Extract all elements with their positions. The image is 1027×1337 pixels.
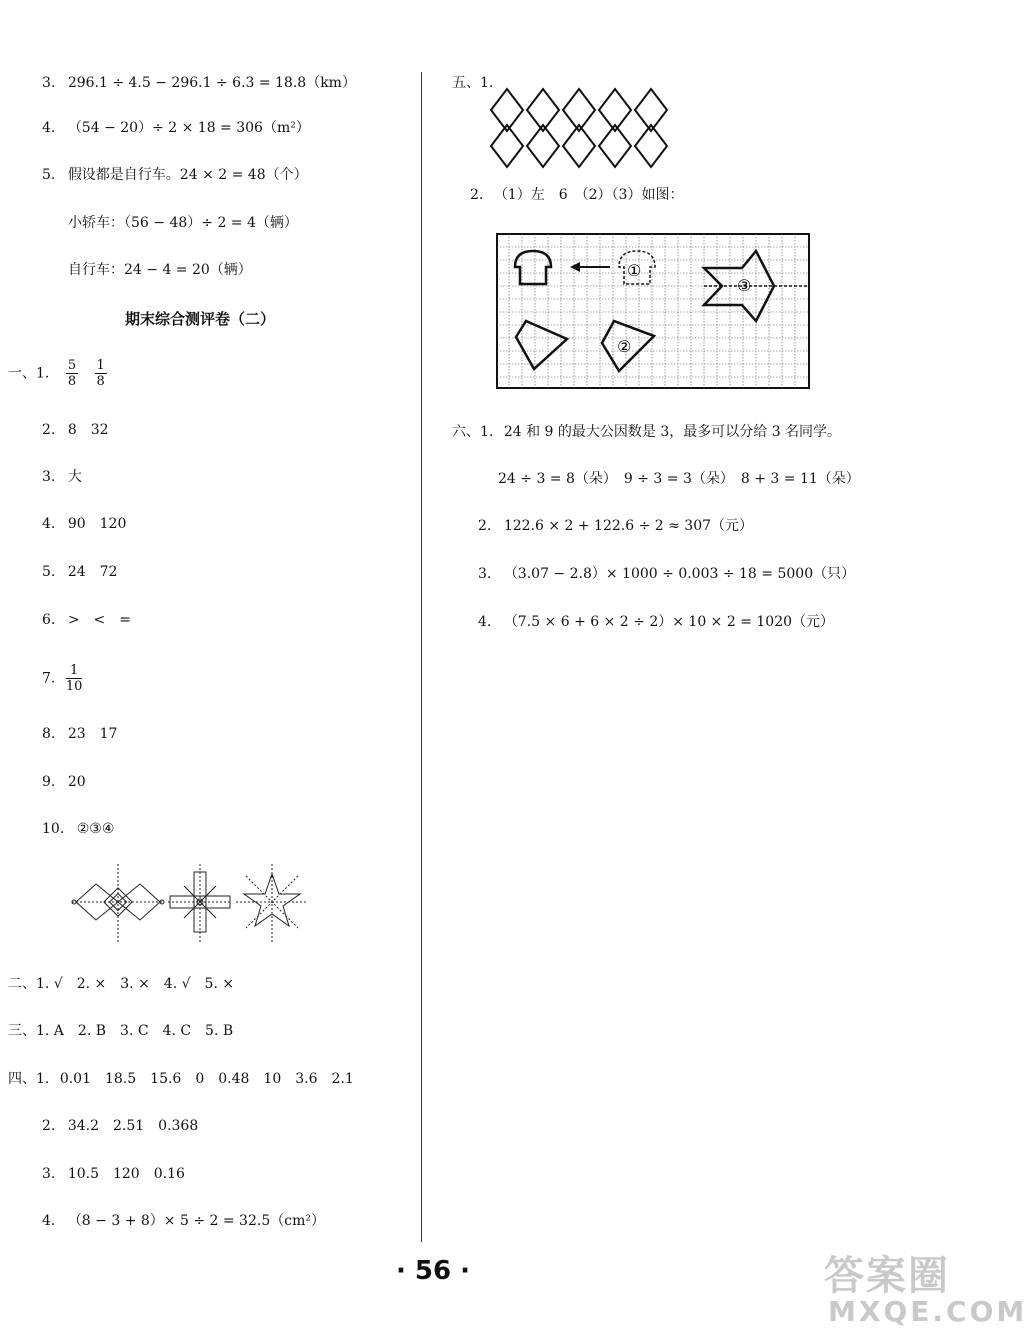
- answer-text: （3.07 − 2.8）× 1000 ÷ 0.003 ÷ 18 = 5000（只）: [503, 566, 856, 582]
- question-number: 4.: [478, 614, 492, 630]
- answer-text: 1. A 2. B 3. C 4. C 5. B: [36, 1023, 234, 1039]
- numerator: 1: [96, 358, 105, 373]
- section-title: 期末综合测评卷（二）: [125, 310, 276, 328]
- s1-q4: [42, 515, 126, 533]
- cross-figure: [168, 864, 232, 942]
- watermark-url: MXQE.COM: [828, 1295, 1027, 1328]
- fraction: [95, 358, 107, 389]
- watermark-logo: 答案圈: [824, 1253, 950, 1299]
- question-number: 2.: [478, 518, 492, 534]
- numerator: 5: [67, 358, 77, 373]
- s1-q2: [42, 421, 109, 439]
- prev-answer-5: [42, 166, 308, 184]
- answer-text: 大: [67, 469, 82, 485]
- s2-answers: [8, 975, 234, 993]
- star-figure: [236, 864, 308, 942]
- s1-q5: [42, 563, 117, 581]
- s1-q8: [42, 725, 117, 743]
- diamond-pattern: [488, 86, 670, 170]
- question-number: 9.: [42, 774, 56, 790]
- section-label: 一、: [8, 365, 36, 382]
- question-number: 3.: [42, 75, 56, 91]
- answer-text: 1. √ 2. × 3. × 4. √ 5. ×: [36, 976, 235, 992]
- s1-q1: [8, 358, 119, 389]
- symmetry-figures: [66, 862, 316, 944]
- answer-text: （8 − 3 + 8）× 5 ÷ 2 = 32.5（cm²）: [67, 1213, 325, 1229]
- answer-text: 小轿车：（56 − 48）÷ 2 = 4（辆）: [68, 215, 298, 231]
- grid-figure: [496, 233, 810, 389]
- question-number: 1.: [36, 365, 50, 382]
- denominator: 8: [67, 374, 77, 389]
- answer-text: 34.2 2.51 0.368: [67, 1118, 199, 1134]
- answer-text: （54 − 20）÷ 2 × 18 = 306（m²）: [67, 120, 310, 136]
- answer-text: 自行车：24 − 4 = 20（辆）: [68, 262, 252, 278]
- section-label: 三、: [8, 1023, 36, 1039]
- shape-label-1: ①: [627, 261, 642, 280]
- answer-text: 296.1 ÷ 4.5 − 296.1 ÷ 6.3 = 18.8（km）: [67, 75, 356, 91]
- s1-q3: [42, 468, 82, 486]
- s1-q9: [42, 773, 86, 791]
- s4-q1: [8, 1070, 354, 1088]
- question-number: 1.: [480, 424, 494, 440]
- answer-text: 假设都是自行车。24 × 2 = 48（个）: [67, 167, 308, 183]
- chinese-knot-figure: [72, 864, 164, 942]
- question-number: 4.: [42, 1213, 56, 1229]
- question-number: 1.: [480, 75, 494, 91]
- shape-label-3: ③: [737, 276, 752, 295]
- answer-text: 8 32: [67, 422, 109, 438]
- question-number: 5.: [42, 167, 56, 183]
- question-number: 7.: [42, 670, 56, 687]
- answer-text: 122.6 × 2 + 122.6 ÷ 2 ≈ 307（元）: [503, 518, 754, 534]
- section-label: 五、: [452, 75, 480, 91]
- question-number: 4.: [42, 516, 56, 532]
- answer-text: 24 和 9 的最大公因数是 3，最多可以分给 3 名同学。: [503, 424, 842, 440]
- answer-text: 23 17: [67, 726, 118, 742]
- s6-q1b: [498, 470, 860, 488]
- s4-q3: [42, 1165, 185, 1183]
- prev-answer-5-bike: [68, 261, 252, 279]
- denominator: 10: [65, 679, 83, 694]
- section-label: 四、: [8, 1071, 36, 1087]
- prev-answer-3: [42, 74, 356, 92]
- s6-q4: [478, 613, 834, 631]
- answer-text: 24 72: [67, 564, 118, 580]
- s1-q6: [42, 611, 131, 629]
- s3-answers: [8, 1022, 233, 1040]
- page-number: · 56 ·: [396, 1256, 471, 1286]
- answer-text: 10.5 120 0.16: [67, 1166, 185, 1182]
- question-number: 10.: [42, 821, 65, 837]
- answer-text: （1）左 6 （2）（3）如图：: [493, 187, 684, 203]
- s4-q4: [42, 1212, 325, 1230]
- s6-q2: [478, 517, 753, 535]
- answer-text: 20: [67, 774, 86, 790]
- prev-answer-4: [42, 119, 310, 137]
- column-divider: [421, 72, 422, 1242]
- answer-text: 24 ÷ 3 = 8（朵） 9 ÷ 3 = 3（朵） 8 + 3 = 11（朵）: [498, 471, 860, 487]
- question-number: 2.: [42, 1118, 56, 1134]
- numerator: 1: [66, 663, 83, 679]
- denominator: 8: [96, 374, 105, 389]
- answer-text: > < =: [67, 612, 132, 628]
- answer-text: 0.01 18.5 15.6 0 0.48 10 3.6 2.1: [59, 1071, 354, 1087]
- answer-text: ②③④: [76, 821, 115, 837]
- prev-answer-5-car: [68, 214, 298, 232]
- s1-q10: [42, 820, 114, 838]
- answer-text: （7.5 × 6 + 6 × 2 ÷ 2）× 10 × 2 = 1020（元）: [503, 614, 835, 630]
- s4-q2: [42, 1117, 198, 1135]
- question-number: 3.: [478, 566, 492, 582]
- question-number: 1.: [36, 1071, 50, 1087]
- question-number: 5.: [42, 564, 56, 580]
- s1-q7: [42, 663, 94, 694]
- s5-q2: [470, 186, 683, 204]
- s6-q3: [478, 565, 855, 583]
- question-number: 6.: [42, 612, 56, 628]
- section-label: 二、: [8, 976, 36, 992]
- question-number: 2.: [42, 422, 56, 438]
- s6-q1: [452, 423, 841, 441]
- question-number: 8.: [42, 726, 56, 742]
- section-label: 六、: [452, 424, 480, 440]
- question-number: 3.: [42, 469, 56, 485]
- question-number: 2.: [470, 187, 484, 203]
- fraction: [66, 663, 83, 694]
- question-number: 4.: [42, 120, 56, 136]
- fraction: [66, 358, 78, 389]
- shape-label-2: ②: [617, 337, 632, 356]
- question-number: 3.: [42, 1166, 56, 1182]
- answer-text: 90 120: [67, 516, 127, 532]
